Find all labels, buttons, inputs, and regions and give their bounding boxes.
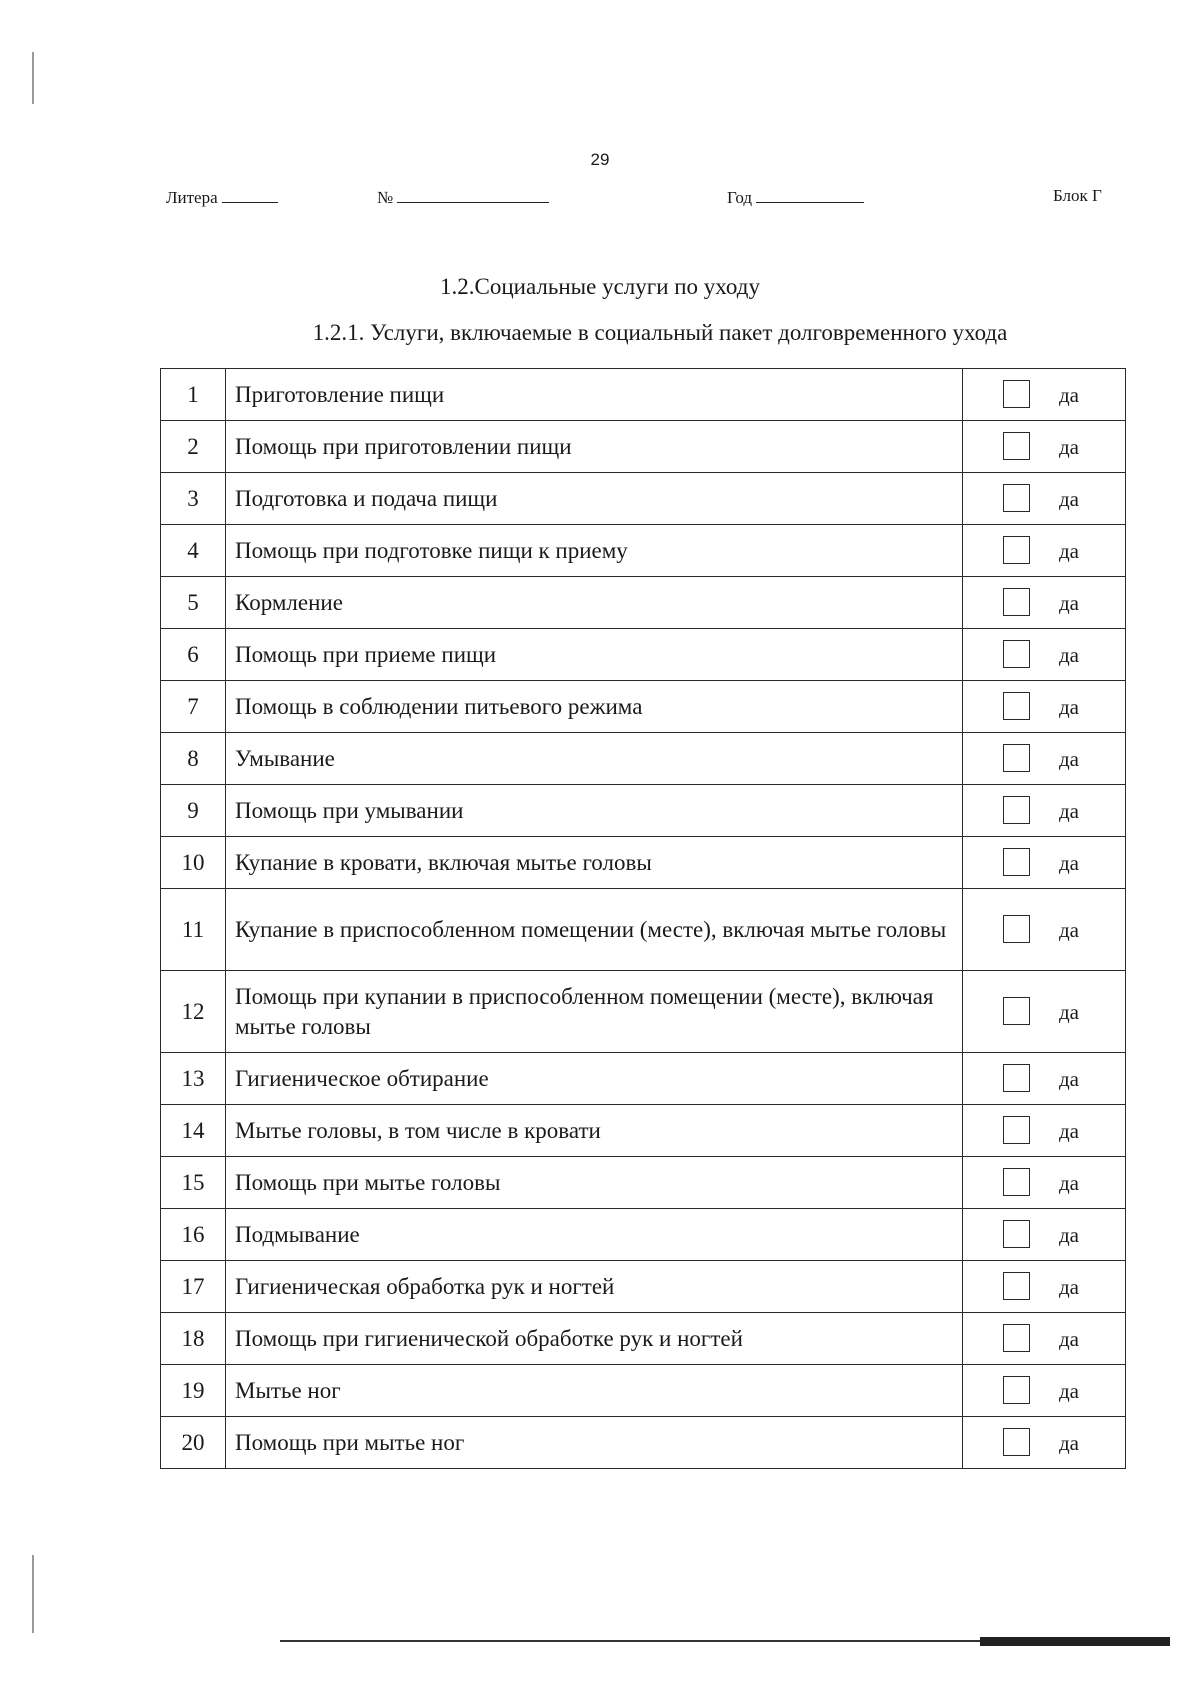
table-row <box>161 1365 1126 1417</box>
litera-label: Литера <box>166 188 218 207</box>
answer-label: да <box>1059 1326 1080 1351</box>
section-title: 1.2.Социальные услуги по уходу <box>440 274 760 299</box>
row-number: 13 <box>161 1053 226 1105</box>
year-blank[interactable] <box>756 186 864 203</box>
answer-cell <box>963 369 1126 421</box>
row-number: 15 <box>161 1157 226 1209</box>
row-number: 5 <box>161 577 226 629</box>
table-row <box>161 525 1126 577</box>
table-row <box>161 785 1126 837</box>
table-row <box>161 1105 1126 1157</box>
answer-checkbox[interactable] <box>1003 796 1030 824</box>
service-label: Помощь при приготовлении пищи <box>226 421 963 473</box>
answer-cell <box>963 1313 1126 1365</box>
services-table-body <box>161 369 1126 1469</box>
answer-label: да <box>1059 538 1080 563</box>
service-label: Мытье головы, в том числе в кровати <box>226 1105 963 1157</box>
answer-cell <box>963 1209 1126 1261</box>
answer-label: да <box>1059 434 1080 459</box>
row-number: 17 <box>161 1261 226 1313</box>
answer-label: да <box>1059 1066 1080 1091</box>
service-label: Мытье ног <box>226 1365 963 1417</box>
answer-checkbox[interactable] <box>1003 1116 1030 1144</box>
service-label: Помощь при мытье головы <box>226 1157 963 1209</box>
row-number: 14 <box>161 1105 226 1157</box>
answer-cell <box>963 1105 1126 1157</box>
service-label: Помощь при мытье ног <box>226 1417 963 1469</box>
answer-checkbox[interactable] <box>1003 1428 1030 1456</box>
service-label: Купание в кровати, включая мытье головы <box>226 837 963 889</box>
answer-checkbox[interactable] <box>1003 484 1030 512</box>
answer-label: да <box>1059 1170 1080 1195</box>
service-label: Гигиеническое обтирание <box>226 1053 963 1105</box>
answer-checkbox[interactable] <box>1003 744 1030 772</box>
table-row <box>161 369 1126 421</box>
service-label: Помощь при подготовке пищи к приему <box>226 525 963 577</box>
answer-checkbox[interactable] <box>1003 997 1030 1025</box>
answer-label: да <box>1059 999 1080 1024</box>
service-label: Подмывание <box>226 1209 963 1261</box>
answer-label: да <box>1059 590 1080 615</box>
answer-checkbox[interactable] <box>1003 692 1030 720</box>
row-number: 16 <box>161 1209 226 1261</box>
table-row <box>161 1261 1126 1313</box>
answer-label: да <box>1059 1118 1080 1143</box>
answer-label: да <box>1059 746 1080 771</box>
table-row <box>161 473 1126 525</box>
answer-cell <box>963 681 1126 733</box>
year-label: Год <box>727 188 752 207</box>
answer-label: да <box>1059 850 1080 875</box>
row-number: 2 <box>161 421 226 473</box>
table-row <box>161 421 1126 473</box>
row-number: 4 <box>161 525 226 577</box>
table-row <box>161 733 1126 785</box>
answer-label: да <box>1059 694 1080 719</box>
service-label: Помощь при приеме пищи <box>226 629 963 681</box>
answer-cell <box>963 473 1126 525</box>
table-row <box>161 681 1126 733</box>
answer-cell <box>963 1365 1126 1417</box>
answer-cell <box>963 785 1126 837</box>
answer-label: да <box>1059 917 1080 942</box>
table-row <box>161 1417 1126 1469</box>
bottom-rule-thick <box>980 1637 1170 1646</box>
answer-cell <box>963 525 1126 577</box>
row-number: 1 <box>161 369 226 421</box>
row-number: 11 <box>161 889 226 971</box>
answer-checkbox[interactable] <box>1003 432 1030 460</box>
service-label: Умывание <box>226 733 963 785</box>
answer-checkbox[interactable] <box>1003 1272 1030 1300</box>
row-number: 9 <box>161 785 226 837</box>
answer-checkbox[interactable] <box>1003 915 1030 943</box>
answer-cell <box>963 733 1126 785</box>
answer-label: да <box>1059 382 1080 407</box>
row-number: 20 <box>161 1417 226 1469</box>
answer-label: да <box>1059 1274 1080 1299</box>
block-label: Блок Г <box>1053 186 1102 205</box>
service-label: Кормление <box>226 577 963 629</box>
row-number: 7 <box>161 681 226 733</box>
row-number: 8 <box>161 733 226 785</box>
answer-cell <box>963 837 1126 889</box>
table-row <box>161 1313 1126 1365</box>
scan-margin-mark <box>32 52 34 104</box>
answer-cell <box>963 1157 1126 1209</box>
answer-checkbox[interactable] <box>1003 1168 1030 1196</box>
answer-label: да <box>1059 1222 1080 1247</box>
year-field <box>727 186 864 208</box>
answer-label: да <box>1059 486 1080 511</box>
litera-blank[interactable] <box>222 186 278 203</box>
answer-checkbox[interactable] <box>1003 640 1030 668</box>
table-row <box>161 971 1126 1053</box>
page-number: 29 <box>590 150 610 169</box>
row-number: 18 <box>161 1313 226 1365</box>
answer-checkbox[interactable] <box>1003 1376 1030 1404</box>
service-label: Купание в приспособленном помещении (месте), включая мытье головы <box>226 889 963 971</box>
litera-field <box>166 186 278 208</box>
service-label: Помощь при умывании <box>226 785 963 837</box>
answer-cell <box>963 1261 1126 1313</box>
answer-cell <box>963 577 1126 629</box>
row-number: 6 <box>161 629 226 681</box>
answer-cell <box>963 971 1126 1053</box>
table-row <box>161 889 1126 971</box>
service-label: Помощь при купании в приспособленном помещении (месте), включая мытье головы <box>226 971 963 1053</box>
subsection-title: 1.2.1. Услуги, включаемые в социальный пакет долговременного ухода <box>312 320 1008 345</box>
table-row <box>161 1053 1126 1105</box>
answer-cell <box>963 889 1126 971</box>
table-row <box>161 1209 1126 1261</box>
row-number: 10 <box>161 837 226 889</box>
service-label: Приготовление пищи <box>226 369 963 421</box>
answer-checkbox[interactable] <box>1003 380 1030 408</box>
answer-label: да <box>1059 1378 1080 1403</box>
number-field <box>377 186 549 208</box>
row-number: 3 <box>161 473 226 525</box>
table-row <box>161 629 1126 681</box>
table-row <box>161 1157 1126 1209</box>
table-row <box>161 837 1126 889</box>
answer-checkbox[interactable] <box>1003 1064 1030 1092</box>
row-number: 19 <box>161 1365 226 1417</box>
table-row <box>161 577 1126 629</box>
answer-checkbox[interactable] <box>1003 1220 1030 1248</box>
answer-cell <box>963 629 1126 681</box>
answer-checkbox[interactable] <box>1003 588 1030 616</box>
service-label: Помощь в соблюдении питьевого режима <box>226 681 963 733</box>
answer-checkbox[interactable] <box>1003 536 1030 564</box>
service-label: Подготовка и подача пищи <box>226 473 963 525</box>
answer-cell <box>963 1053 1126 1105</box>
answer-label: да <box>1059 642 1080 667</box>
row-number: 12 <box>161 971 226 1053</box>
answer-cell <box>963 1417 1126 1469</box>
services-table <box>160 368 1126 1469</box>
number-label: № <box>377 188 394 207</box>
answer-label: да <box>1059 798 1080 823</box>
number-blank[interactable] <box>397 186 549 203</box>
scan-margin-mark <box>32 1555 34 1633</box>
service-label: Помощь при гигиенической обработке рук и ногтей <box>226 1313 963 1365</box>
service-label: Гигиеническая обработка рук и ногтей <box>226 1261 963 1313</box>
answer-cell <box>963 421 1126 473</box>
answer-checkbox[interactable] <box>1003 848 1030 876</box>
answer-checkbox[interactable] <box>1003 1324 1030 1352</box>
answer-label: да <box>1059 1430 1080 1455</box>
